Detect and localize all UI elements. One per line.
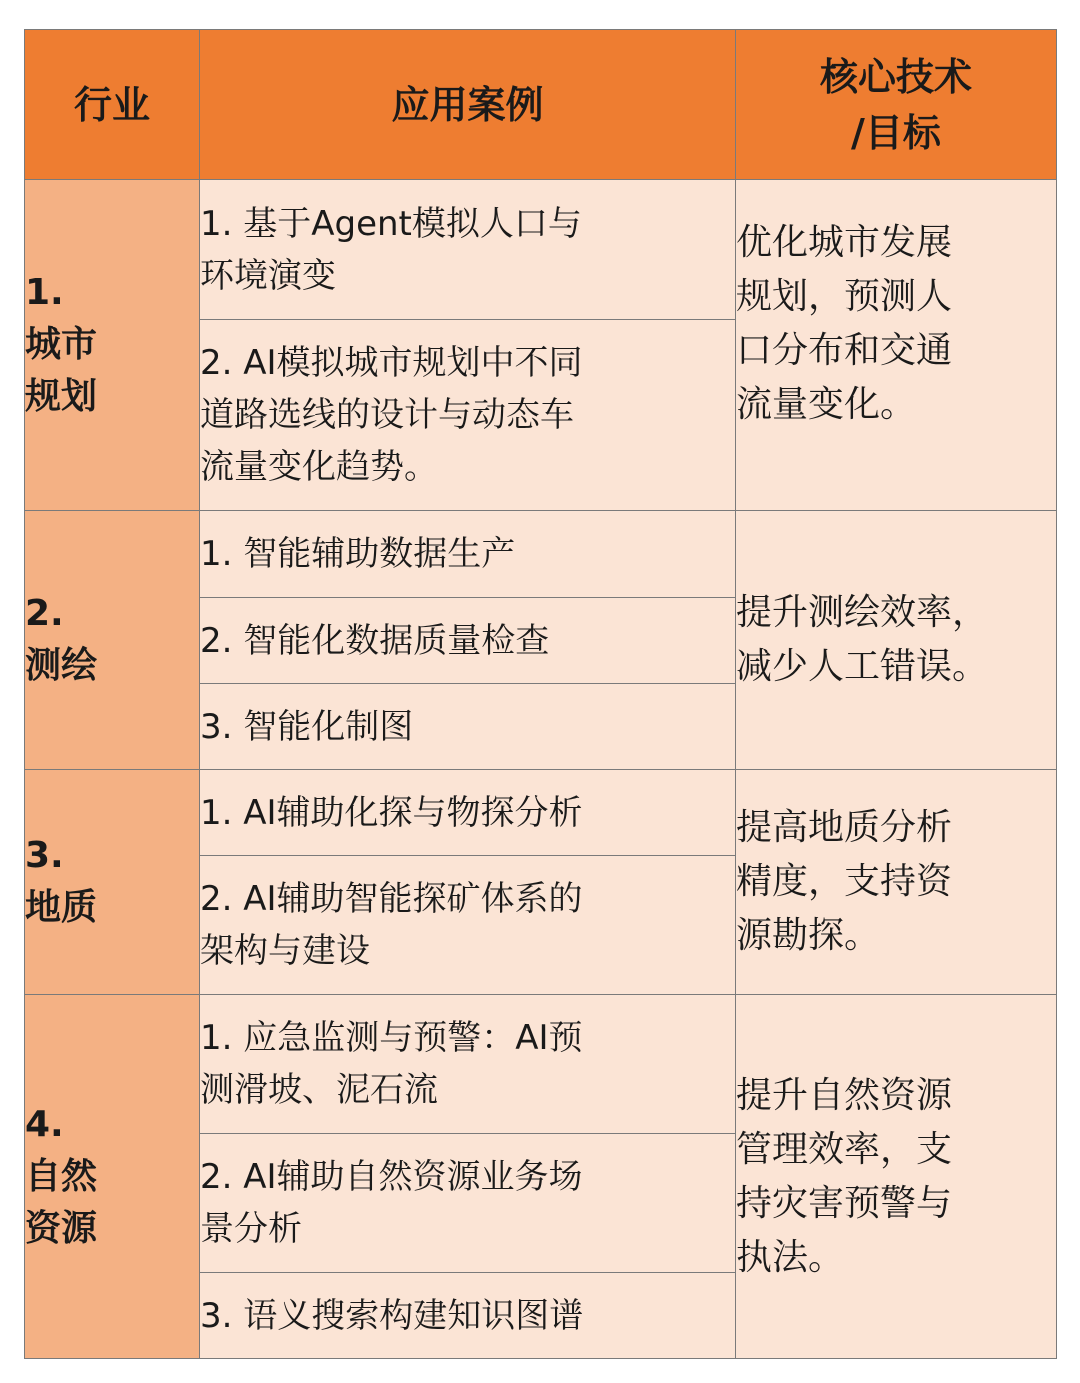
goal-cell-natural-resources xyxy=(736,995,1057,1359)
industry-name: 城市 xyxy=(25,324,98,365)
goal-text: 源勘探。 xyxy=(736,915,881,956)
case-text: 3. 语义搜索构建知识图谱 xyxy=(200,1295,584,1336)
case-cell xyxy=(200,1273,736,1359)
case-text: 架构与建设 xyxy=(200,931,370,971)
industry-ai-table xyxy=(24,29,1057,1359)
table-row xyxy=(25,180,1057,320)
case-cell xyxy=(200,180,736,320)
case-text: 环境演变 xyxy=(200,255,336,296)
industry-name: 资源 xyxy=(25,1207,98,1249)
case-text: 流量变化趋势。 xyxy=(200,447,438,487)
case-cell xyxy=(200,598,736,684)
industry-cell-geology xyxy=(25,770,200,995)
case-text: 2. AI辅助智能探矿体系的 xyxy=(200,879,583,919)
industry-cell-natural-resources xyxy=(25,995,200,1359)
industry-name: 自然 xyxy=(25,1155,98,1197)
goal-text: 规划，预测人 xyxy=(736,276,953,317)
case-cell xyxy=(200,856,736,995)
header-tech xyxy=(736,30,1057,180)
header-tech-line1: 核心技术 xyxy=(819,54,972,99)
header-cases-label: 应用案例 xyxy=(391,82,544,127)
case-cell xyxy=(200,684,736,770)
goal-cell-geology xyxy=(736,770,1057,995)
industry-name: 地质 xyxy=(25,887,98,928)
case-text: 1. AI辅助化探与物探分析 xyxy=(200,792,583,833)
case-cell xyxy=(200,770,736,856)
industry-number: 3. xyxy=(25,835,64,876)
industry-number: 1. xyxy=(25,272,64,313)
case-text: 道路选线的设计与动态车 xyxy=(200,395,574,435)
goal-text: 管理效率，支 xyxy=(736,1128,953,1170)
header-tech-line2: /目标 xyxy=(851,110,941,155)
header-industry-label: 行业 xyxy=(73,82,150,127)
goal-text: 精度，支持资 xyxy=(736,861,953,902)
goal-cell-urban-planning xyxy=(736,180,1057,511)
goal-cell-surveying xyxy=(736,511,1057,770)
table-row xyxy=(25,995,1057,1134)
case-text: 测滑坡、泥石流 xyxy=(200,1070,438,1110)
goal-text: 提高地质分析 xyxy=(736,807,953,848)
case-text: 2. 智能化数据质量检查 xyxy=(200,620,550,661)
case-text: 2. AI模拟城市规划中不同 xyxy=(200,343,583,383)
case-text: 景分析 xyxy=(200,1209,302,1249)
industry-name: 规划 xyxy=(25,376,98,417)
header-industry xyxy=(25,30,200,180)
case-text: 3. 智能化制图 xyxy=(200,706,414,747)
case-cell xyxy=(200,320,736,511)
goal-text: 提升自然资源 xyxy=(736,1074,953,1116)
case-text: 1. 应急监测与预警：AI预 xyxy=(200,1018,583,1058)
case-cell xyxy=(200,995,736,1134)
header-cases xyxy=(200,30,736,180)
goal-text: 口分布和交通 xyxy=(736,330,953,371)
case-text: 1. 基于Agent模拟人口与 xyxy=(200,203,582,244)
case-text: 2. AI辅助自然资源业务场 xyxy=(200,1157,583,1197)
goal-text: 流量变化。 xyxy=(736,384,917,425)
goal-text: 减少人工错误。 xyxy=(736,646,989,687)
header-row xyxy=(25,30,1057,180)
case-cell xyxy=(200,511,736,598)
goal-text: 执法。 xyxy=(736,1236,845,1278)
table-row xyxy=(25,770,1057,856)
goal-text: 提升测绘效率， xyxy=(736,592,989,633)
goal-text: 优化城市发展 xyxy=(736,222,953,263)
industry-cell-surveying xyxy=(25,511,200,770)
case-cell xyxy=(200,1134,736,1273)
case-text: 1. 智能辅助数据生产 xyxy=(200,534,516,574)
industry-number: 4. xyxy=(25,1103,64,1145)
industry-cell-urban-planning xyxy=(25,180,200,511)
table-row xyxy=(25,511,1057,598)
industry-number: 2. xyxy=(25,593,64,634)
goal-text: 持灾害预警与 xyxy=(736,1182,953,1224)
industry-name: 测绘 xyxy=(25,645,98,686)
